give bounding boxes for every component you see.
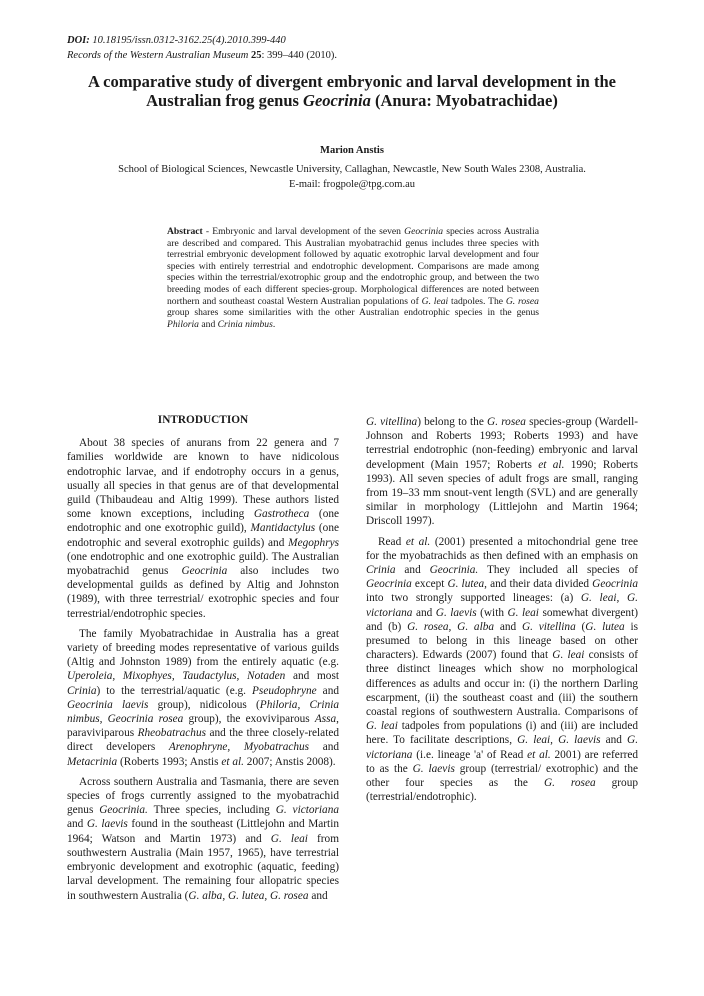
title-line-2 xyxy=(60,91,644,110)
intro-paragraph-3-continued: G. vitellina) belong to the G. rosea species-group (Wardell-Johnson and Roberts 1993; Roberts 1993) and have terrestrial endotrophic (non-feeding) embryonic and larval development (Main 1957; Roberts et al. 1990; Roberts 1993). All seven species of adult frogs are small, ranging from 19–33 mm snout-vent length (SVL) and are generally similar in morphology (Littlejohn and Martin 1964; Driscoll 1997). xyxy=(366,416,638,528)
paper-title xyxy=(60,72,644,110)
abstract-text: - Embryonic and larval development of the seven xyxy=(202,226,405,237)
journal-name: Records of the Western Australian Museum xyxy=(67,50,251,61)
intro-paragraph-2: The family Myobatrachidae in Australia has a great variety of breeding modes representative of various guilds (Altig and Johnston 1989) from the entirely aquatic (e.g. Uperoleia, Mixophyes, Taudactylus, Notaden and most Crinia) to the terrestrial/aquatic (e.g. Pseudophryne and Geocrinia laevis group), nidicolous (Philoria, Crinia nimbus, Geocrinia rosea group), the exoviviparous Assa, paraviviparous Rheobatrachus and the three closely-related direct developers Arenophryne, Myobatrachus and Metacrinia (Roberts 1993; Anstis et al. 2007; Anstis 2008). xyxy=(67,627,339,768)
doi-label: DOI: xyxy=(67,35,90,46)
abstract-genus: Philoria xyxy=(167,318,199,330)
abstract-text: . xyxy=(272,318,276,330)
abstract xyxy=(167,226,539,330)
abstract-label: Abstract xyxy=(167,226,203,237)
abstract-text: group shares some similarities with the other Australian endotrophic species in the genus xyxy=(167,307,539,319)
author-affiliation: School of Biological Sciences, Newcastle University, Callaghan, Newcastle, New South Wales 2308, Australia. xyxy=(118,164,586,175)
abstract-species: G. rosea xyxy=(505,295,539,307)
title-prefix: Australian frog genus xyxy=(146,91,304,110)
right-column xyxy=(366,415,638,810)
section-heading: INTRODUCTION xyxy=(157,414,249,426)
title-suffix: (Anura: Myobatrachidae) xyxy=(370,91,558,110)
abstract-text: tadpoles. The xyxy=(448,295,506,307)
author-name: Marion Anstis xyxy=(320,145,384,156)
intro-paragraph-1: About 38 species of anurans from 22 genera and 7 families worldwide are known to have nidicolous endotrophic larvae, and if endotrophy occurs in a genus, usually all species in that genus are of that developmental guild (Thibaudeau and Altig 1999). These authors listed some known exceptions, including Gastrotheca (one endotrophic and one exotrophic guild), Mantidactylus (one endotrophic and several exotrophic guilds) and Megophrys (one endotrophic and one exotrophic guild). The Australian myobatrachid genus Geocrinia also includes two developmental guilds as defined by Altig and Johnston (1989), with three terrestrial/ exotrophic species and four terrestrial/endotrophic species. xyxy=(67,437,340,620)
intro-paragraph-4: Read et al. (2001) presented a mitochondrial gene tree for the myobatrachids as then defined with an emphasis on Crinia and Geocrinia. They included all species of Geocrinia except G. lutea, and their data divided Geocrinia into two strongly supported lineages: (a) G. leai, G. victoriana and G. laevis (with G. leai somewhat divergent) and (b) G. rosea, G. alba and G. vitellina (G. lutea is presumed to belong in this lineage based on other characters). Edwards (2007) found that G. leai consists of three distinct lineages which show no morphological differences as adults and occur in: (i) the northern Darling escarpment, (ii) the southeast coast and (iii) the southern coastal regions of southwestern Australia. Comparisons of G. leai tadpoles from populations (i) and (iii) are included here. To facilitate descriptions, G. leai, G. laevis and G. victoriana (i.e. lineage 'a' of Read et al. 2001) are referred to as the G. laevis group (terrestrial/ exotrophic) and the other four species as the G. rosea group (terrestrial/endotrophic). xyxy=(366,535,639,804)
left-column xyxy=(67,413,339,909)
abstract-species: G. leai xyxy=(421,295,449,307)
abstract-genus: Geocrinia xyxy=(404,226,444,237)
doi-value: 10.18195/issn.0312-3162.25(4).2010.399-440 xyxy=(89,35,286,46)
author-email: E-mail: frogpole@tpg.com.au xyxy=(288,179,415,190)
abstract-species: Crinia nimbus xyxy=(217,318,273,330)
abstract-text: and xyxy=(198,318,218,330)
journal-volume: 25 xyxy=(250,50,262,61)
journal-pages: : 399–440 (2010). xyxy=(261,50,337,61)
doi-line xyxy=(67,35,286,46)
journal-citation xyxy=(67,50,337,61)
abstract-text: species across Australia are described and compared. This Australian myobatrachid genus includes three species with terrestrial embryonic development followed by aquatic exotrophic larval development and four species with entirely terrestrial and endotrophic development. Comparisons are made among species within the terrestrial/exotrophic group and the endotrophic group, and between the two breeding modes of each different species-group. Morphological differences are noted between northern and southeast coastal Western Australian populations of xyxy=(167,226,539,307)
intro-paragraph-3: Across southern Australia and Tasmania, there are seven species of frogs currently assigned to the myobatrachid genus Geocrinia. Three species, including G. victoriana and G. laevis found in the southeast (Littlejohn and Martin 1964; Watson and Martin 1973) and G. leai from southwestern Australia (Main 1957, 1965), have terrestrial embryonic development and exotrophic (aquatic, feeding) larval development. The remaining four allopatric species in southwestern Australia (G. alba, G. lutea, G. rosea and xyxy=(67,775,339,902)
title-line-1: A comparative study of divergent embryonic and larval development in the xyxy=(88,72,616,91)
title-genus: Geocrinia xyxy=(303,91,371,110)
